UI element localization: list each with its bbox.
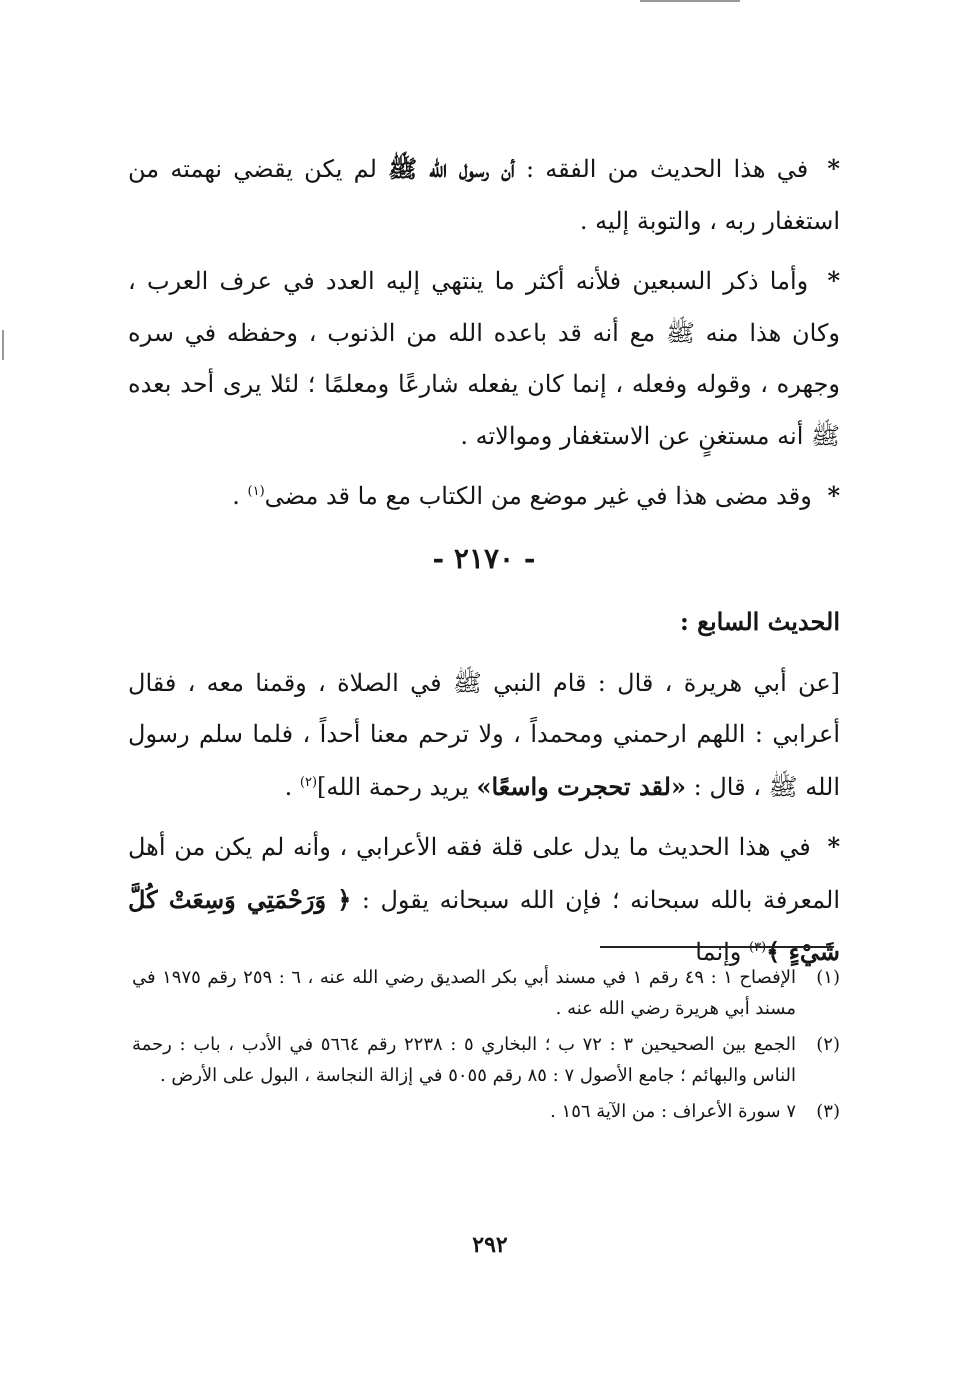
paragraph-2 (128, 255, 840, 462)
hadith-after: يريد رحمة الله] (317, 772, 469, 801)
paragraph-1 (128, 143, 840, 247)
footnote-divider (600, 946, 834, 948)
quran-verse: ﴿ وَرَحْمَتِي وَسِعَتْ كُلَّ شَيْءٍ ﴾ (128, 884, 840, 966)
footnote-ref-1[interactable]: (١) (247, 484, 265, 499)
footnotes (132, 962, 840, 1132)
hadith-body: [عن أبي هريرة ، قال : قام النبي ﷺ في الصلاة ، وقمنا معه ، فقال أعرابي : اللهم ارحمني ومحمداً ، ولا ترحم معنا أحداً ، فلما سلم رسول الله ﷺ ، قال : (128, 668, 840, 801)
footnote-text: الإفصاح ١ : ٤٩ رقم ١ في مسند أبي بكر الصديق رضي الله عنه ، ٦ : ٢٥٩ رقم ١٩٧٥ في مسند أبي هريرة رضي الله عنه . (132, 967, 796, 1019)
hadith-text (128, 658, 840, 814)
footnote-number: (٢) (816, 1034, 840, 1055)
hadith-end: . (284, 772, 300, 801)
footnote-ref-2[interactable]: (٢) (299, 774, 318, 790)
footnote-ref-3[interactable]: (٣) (749, 940, 767, 955)
paragraph-3-end: . (232, 482, 248, 510)
bullet-star: * (827, 481, 840, 510)
footnote-text: ٧ سورة الأعراف : من الآية ١٥٦ . (550, 1101, 796, 1122)
scan-mark-left (2, 330, 4, 360)
footnote-3 (132, 1096, 840, 1127)
footnote-text: الجمع بين الصحيحين ٣ : ٧٢ ب ؛ البخاري ٥ : ٢٢٣٨ رقم ٥٦٦٤ في الأدب ، باب : رحمة الناس والبهائم ؛ جامع الأصول ٧ : ٨٥ رقم ٥٠٥٥ في إزالة النجاسة ، البول على الأرض . (132, 1034, 796, 1086)
bullet-star: * (827, 154, 840, 183)
paragraph-3-text: وقد مضى هذا في غير موضع من الكتاب مع ما قد مضى (264, 482, 812, 510)
footnote-number: (١) (816, 967, 840, 988)
bullet-star: * (827, 266, 840, 295)
paragraph-1-lead: في هذا الحديث من الفقه : (525, 155, 809, 183)
paragraph-3 (128, 470, 840, 523)
footnote-1 (132, 962, 840, 1024)
hadith-quote: «لقد تحجرت واسعًا» (476, 771, 686, 801)
paragraph-2-text: وأما ذكر السبعين فلأنه أكثر ما ينتهي إليه العدد في عرف العرب ، وكان هذا منه ﷺ مع أنه قد باعده الله من الذنوب ، وحفظه في سره وجهره ، وقوله وفعله ، إنما كان يفعله شارعًا ومعلمًا ؛ لئلا يرى أحد بعده ﷺ أنه مستغنٍ عن الاستغفار وموالاته . (128, 267, 840, 450)
paragraph-1-bold: أن رسول الله ﷺ (388, 154, 515, 183)
section-heading: الحديث السابع : (679, 607, 840, 636)
bullet-star: * (827, 832, 840, 861)
scan-mark-top (640, 0, 740, 2)
paragraph-4-text: في هذا الحديث ما يدل على قلة فقه الأعرابي ، وأنه لم يكن من أهل المعرفة بالله سبحانه ؛ فإن الله سبحانه يقول : (128, 833, 840, 914)
footnote-number: (٣) (816, 1101, 840, 1122)
footnote-2 (132, 1029, 840, 1091)
main-text (128, 143, 840, 987)
page-number: ٢٩٢ (472, 1232, 508, 1258)
paragraph-4 (128, 821, 840, 979)
hadith-number: - ٢١٧٠ - (432, 541, 536, 575)
paragraph-1-rest: لم يكن يقضي نهمته من استغفار ربه ، والتوبة إليه . (128, 155, 840, 235)
paragraph-4-end: وإنما (695, 938, 742, 966)
